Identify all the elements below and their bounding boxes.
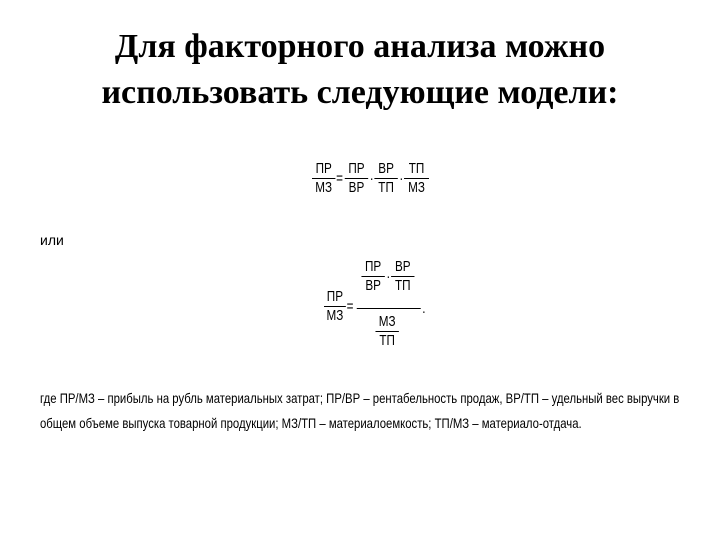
compound-numerator [357,258,421,304]
definitions-text [40,386,679,436]
formula-model-1 [312,160,429,206]
multiply-dot: · [386,268,391,285]
connector-or: или [40,232,64,248]
denominator: ВР [348,179,365,196]
equals-sign: = [346,298,354,315]
denominator: ТП [379,332,395,349]
numerator: ТП [408,160,425,177]
fraction-vr-tp [374,160,397,197]
fraction-mz-tp [375,313,398,350]
fraction-vr-tp [391,258,414,295]
denominator: ТП [378,179,394,196]
numerator: МЗ [378,313,396,330]
multiply-dot: · [369,170,374,187]
fraction-tp-mz [404,160,429,197]
fraction-pr-vr [361,258,384,295]
numerator: ВР [394,258,411,275]
denominator: ТП [394,277,411,294]
definitions-line-2: общем объеме выпуска товарной продукции; МЗ/ТП – материалоемкость; ТП/МЗ – материало-отдача. [40,415,582,431]
equals-sign: = [336,170,344,187]
slide-title-line-1: Для факторного анализа можно [114,28,606,65]
period: . [422,300,426,317]
numerator: ПР [326,288,344,305]
numerator: ПР [348,160,365,177]
numerator: ВР [378,160,394,177]
numerator: ПР [365,258,382,275]
definitions-line-1: где ПР/МЗ – прибыль на рубль материальных затрат; ПР/ВР – рентабельность продаж, ВР/ТП – удельный вес выручки в [40,390,680,406]
denominator: МЗ [408,179,425,196]
denominator: МЗ [315,179,333,196]
denominator: ВР [365,277,381,294]
main-fraction-bar [357,308,421,309]
fraction-pr-mz [324,288,346,325]
numerator: ПР [315,160,332,177]
fraction-pr-mz [312,160,335,197]
slide-title [0,24,720,116]
formula-model-2 [324,258,433,368]
fraction-pr-vr [345,160,368,197]
slide-title-line-2: использовать следующие модели: [101,74,619,111]
compound-fraction [357,258,421,349]
denominator: МЗ [326,307,344,324]
multiply-dot: · [399,170,404,187]
